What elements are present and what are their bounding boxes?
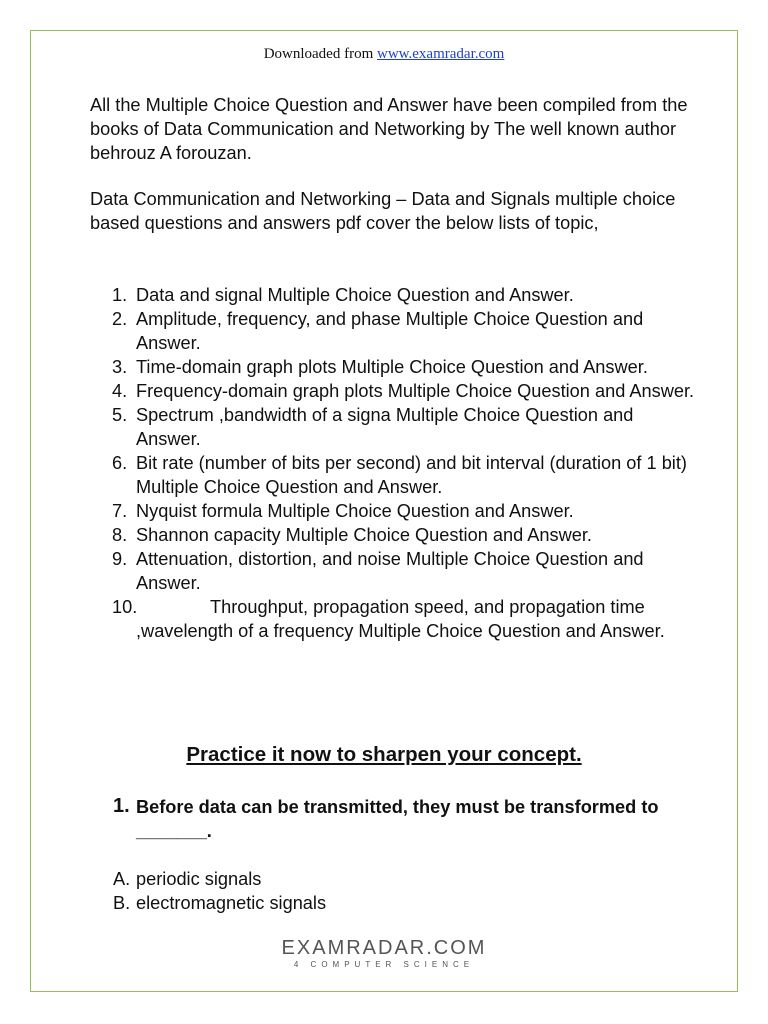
download-header [0,46,768,63]
topic-item [90,355,700,379]
topic-number: 8. [112,525,128,545]
question-number: 1. [113,795,130,817]
option-text: periodic signals [136,869,262,889]
question-text: Before data can be transmitted, they must be transformed to _______. [136,797,659,841]
option-text: electromagnetic signals [136,893,327,913]
topic-text: Nyquist formula Multiple Choice Question and Answer. [136,501,574,521]
examradar-logo [0,936,768,970]
option-b [113,891,326,915]
option-label: A. [113,869,131,889]
logo-tagline: 4 COMPUTER SCIENCE [293,960,475,969]
topic-item [90,307,700,355]
topic-item [90,547,700,595]
topic-list [90,283,700,643]
question-1 [113,795,673,843]
topic-text: Throughput, propagation speed, and propagation time ,wavelength of a frequency Multiple Choice Question and Answer. [136,597,665,641]
topic-number: 10. [112,597,138,617]
topic-text: Attenuation, distortion, and noise Multiple Choice Question and Answer. [136,549,644,593]
topic-number: 2. [112,309,128,329]
topic-number: 7. [112,501,128,521]
topic-text: Amplitude, frequency, and phase Multiple Choice Question and Answer. [136,309,644,353]
topic-number: 6. [112,453,128,473]
topic-number: 1. [112,285,128,305]
topic-number: 3. [112,357,128,377]
description-paragraph: Data Communication and Networking – Data and Signals multiple choice based questions and answers pdf cover the below lists of topic, [90,189,676,233]
practice-heading: Practice it now to sharpen your concept. [186,743,582,766]
topic-item [90,379,700,403]
header-prefix: Downloaded from [263,46,377,62]
topic-text: Bit rate (number of bits per second) and bit interval (duration of 1 bit) Multiple Choice Question and Answer. [136,453,687,497]
topic-item [90,403,700,451]
topic-item [90,595,700,643]
intro-paragraph: All the Multiple Choice Question and Answer have been compiled from the books of Data Communication and Networking by The well known author behrouz A forouzan. [90,95,688,163]
topic-text: Time-domain graph plots Multiple Choice Question and Answer. [136,357,648,377]
option-label: B. [113,893,131,913]
topic-item [90,499,700,523]
topic-item [90,451,700,499]
topic-number: 5. [112,405,128,425]
topic-item [90,283,700,307]
examradar-link[interactable]: www.examradar.com [377,46,505,62]
topic-text: Data and signal Multiple Choice Question and Answer. [136,285,574,305]
topic-text: Spectrum ,bandwidth of a signa Multiple Choice Question and Answer. [136,405,634,449]
option-a [113,867,261,891]
topic-number: 9. [112,549,128,569]
logo-name: EXAMRADAR.COM [281,937,487,959]
topic-text: Frequency-domain graph plots Multiple Choice Question and Answer. [136,381,695,401]
topic-item [90,523,700,547]
topic-number: 4. [112,381,128,401]
topic-text: Shannon capacity Multiple Choice Question and Answer. [136,525,592,545]
